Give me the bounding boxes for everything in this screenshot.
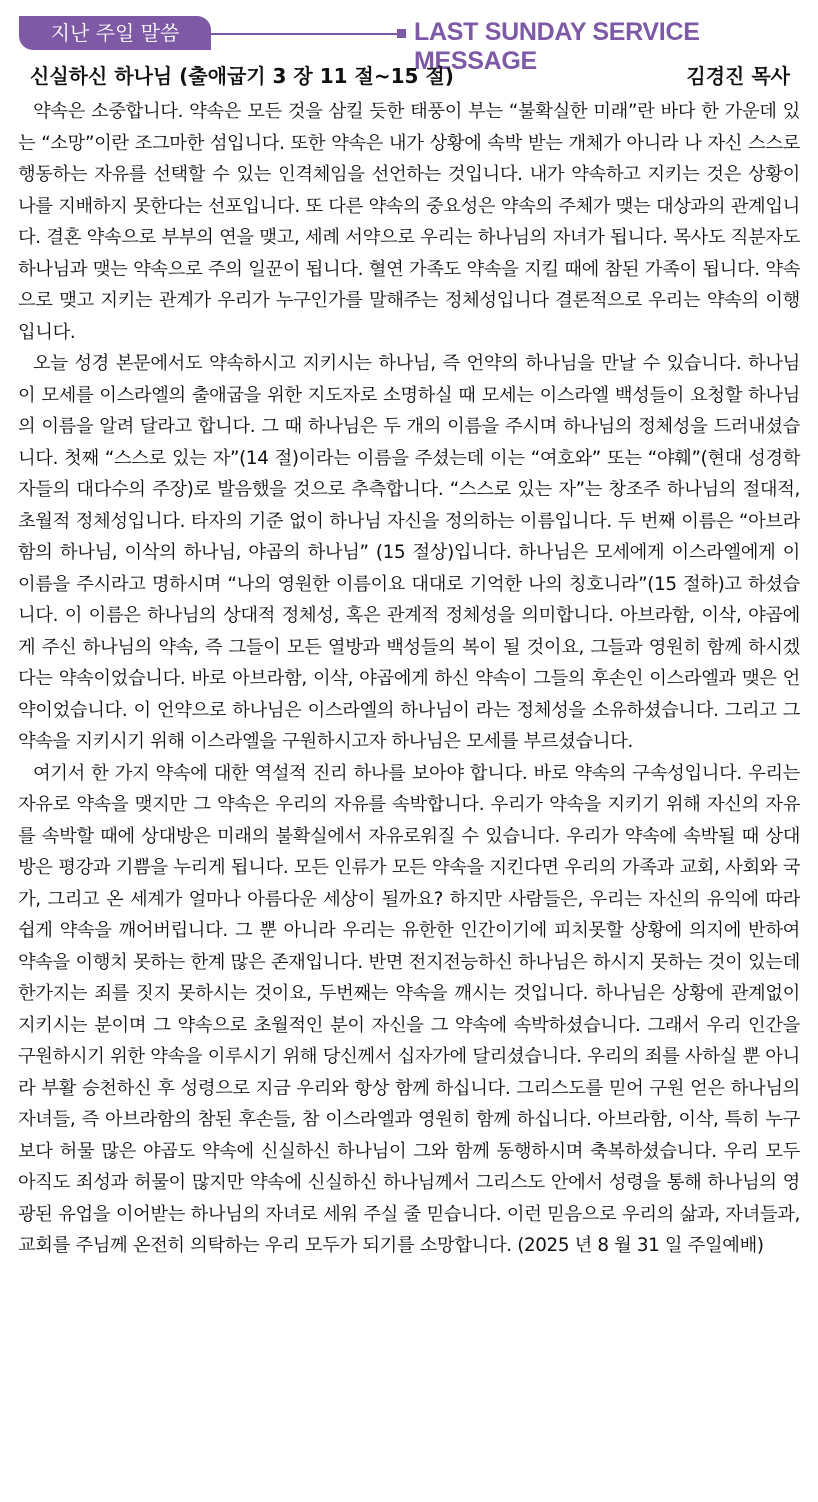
paragraph-3: 여기서 한 가지 약속에 대한 역설적 진리 하나를 보아야 합니다. 바로 약속의 구속성입니다. 우리는 자유로 약속을 맺지만 그 약속은 우리의 자유를 속박합니다. 우리가 약속을 지키기 위해 자신의 자유를 속박할 때에 상대방은 미래의 불확실에서 자유로워질 수 있습니다. 우리가 약속에 속박될 때 상대방은 평강과 기쁨을 누리게 됩니다. 모든 인류가 모든 약속을 지킨다면 우리의 가족과 교회, 사회와 국가, 그리고 온 세계가 얼마나 아름다운 세상이 될까요? 하지만 사람들은, 우리는 자신의 유익에 따라 쉽게 약속을 깨어버립니다. 그 뿐 아니라 우리는 유한한 인간이기에 피치못할 상황에 의지에 반하여 약속을 이행치 못하는 한계 많은 존재입니다. 반면 전지전능하신 하나님은 하시지 못하는 것이 있는데 한가지는 죄를 짓지 못하시는 것이요, 두번째는 약속을 깨시는 것입니다. 하나님은 상황에 관계없이 지키시는 분이며 그 약속으로 초월적인 분이 자신을 그 약속에 속박하셨습니다. 그래서 우리 인간을 구원하시기 위한 약속을 이루시기 위해 당신께서 십자가에 달리셨습니다. 우리의 죄를 사하실 뿐 아니라 부활 승천하신 후 성령으로 지금 우리와 항상 함께 하십니다. 그리스도를 믿어 구원 얻은 하나님의 자녀들, 즉 아브라함의 참된 후손들, 참 이스라엘과 영원히 함께 하십니다. 아브라함, 이삭, 특히 누구보다 허물 많은 야곱도 약속에 신실하신 하나님이 그와 함께 동행하시며 축복하셨습니다. 우리 모두 아직도 죄성과 허물이 많지만 약속에 신실하신 하나님께서 그리스도 안에서 성령을 통해 하나님의 영광된 유업을 이어받는 하나님의 자녀로 세워 주실 줄 믿습니다. 이런 믿음으로 우리의 삶과, 자녀들과, 교회를 주님께 온전히 의탁하는 우리 모두가 되기를 소망합니다. (2025 년 8 월 31 일 주일예배)	[18, 762, 800, 1256]
sermon-title-row	[30, 58, 790, 92]
paragraph-1: 약속은 소중합니다. 약속은 모든 것을 삼킬 듯한 태풍이 부는 “불확실한 미래”란 바다 한 가운데 있는 “소망”이란 조그마한 섬입니다. 또한 약속은 내가 상황에 속박 받는 개체가 아니라 나 자신 스스로 행동하는 자유를 선택할 수 있는 인격체임을 선언하는 것입니다. 내가 약속하고 지키는 것은 상황이 나를 지배하지 못한다는 선포입니다. 또 다른 약속의 중요성은 약속의 주체가 맺는 대상과의 관계입니다. 결혼 약속으로 부부의 연을 맺고, 세례 서약으로 우리는 하나님의 자녀가 됩니다. 목사도 직분자도 하나님과 맺는 약속으로 주의 일꾼이 됩니다. 혈연 가족도 약속을 지킬 때에 참된 가족이 됩니다. 약속으로 맺고 지키는 관계가 우리가 누구인가를 말해주는 정체성입니다 결론적으로 우리는 약속의 이행입니다.	[18, 101, 800, 343]
sermon-author: 김경진 목사	[686, 64, 790, 88]
header-divider-line	[211, 33, 399, 35]
divider-end-square	[397, 29, 406, 38]
paragraph-2: 오늘 성경 본문에서도 약속하시고 지키시는 하나님, 즉 언약의 하나님을 만날 수 있습니다. 하나님이 모세를 이스라엘의 출애굽을 위한 지도자로 소명하실 때 모세는 이스라엘 백성들이 요청할 하나님의 이름을 알려 달라고 합니다. 그 때 하나님은 두 개의 이름을 주시며 하나님의 정체성을 드러내셨습니다. 첫째 “스스로 있는 자”(14 절)이라는 이름을 주셨는데 이는 “여호와” 또는 “야훼”(현대 성경학자들의 대다수의 주장)로 발음했을 것으로 추측합니다. “스스로 있는 자”는 창조주 하나님의 절대적, 초월적 정체성입니다. 타자의 기준 없이 하나님 자신을 정의하는 이름입니다. 두 번째 이름은 “아브라함의 하나님, 이삭의 하나님, 야곱의 하나님” (15 절상)입니다. 하나님은 모세에게 이스라엘에게 이 이름을 주시라고 명하시며 “나의 영원한 이름이요 대대로 기억한 나의 칭호니라”(15 절하)고 하셨습니다. 이 이름은 하나님의 상대적 정체성, 혹은 관계적 정체성을 의미합니다. 아브라함, 이삭, 야곱에게 주신 하나님의 약속, 즉 그들이 모든 열방과 백성들의 복이 될 것이요, 그들과 영원히 함께 하시겠다는 약속이었습니다. 바로 아브라함, 이삭, 야곱에게 하신 약속이 그들의 후손인 이스라엘과 맺은 언약이었습니다. 이 언약으로 하나님은 이스라엘의 하나님이 라는 정체성을 소유하셨습니다. 그리고 그 약속을 지키시기 위해 이스라엘을 구원하시고자 하나님은 모세를 부르셨습니다.	[18, 353, 800, 752]
sermon-title: 신실하신 하나님 (출애굽기 3 장 11 절~15 절)	[30, 64, 454, 88]
section-tag: 지난 주일 말씀	[19, 16, 211, 50]
sermon-body	[18, 96, 800, 1262]
section-header	[19, 14, 801, 75]
section-english-title: LAST SUNDAY SERVICE MESSAGE	[414, 18, 700, 75]
